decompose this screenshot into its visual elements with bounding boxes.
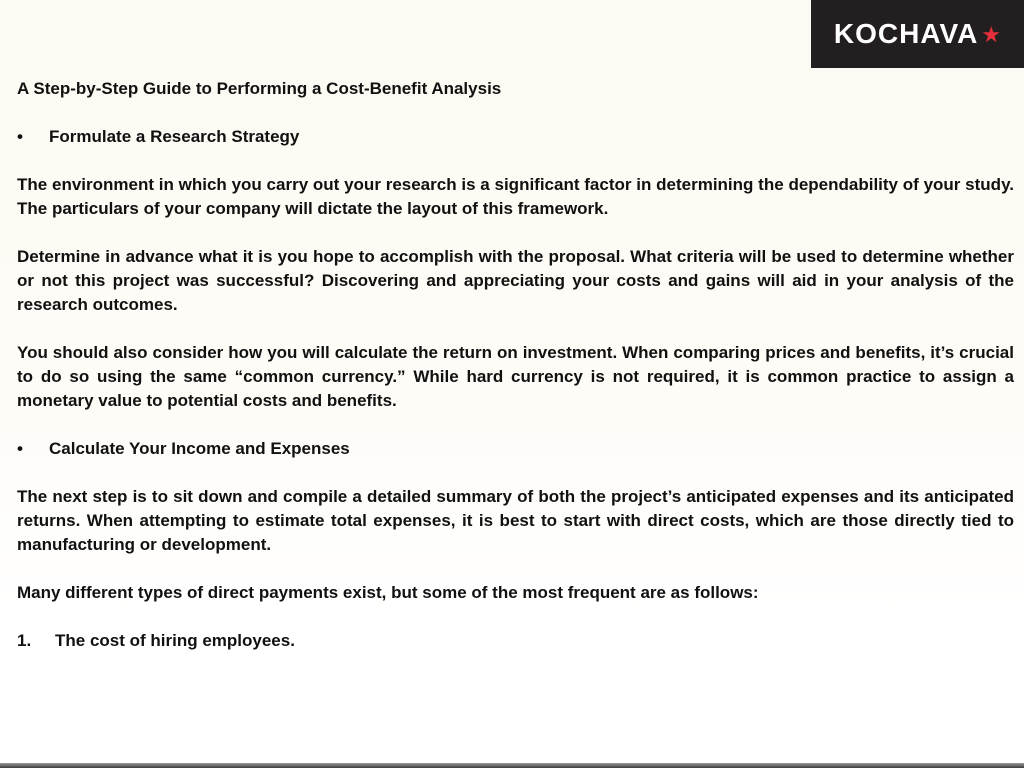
list-item-text: The cost of hiring employees. [55, 631, 295, 650]
logo-text: KOCHAVA [833, 18, 979, 49]
paragraph-environment: The environment in which you carry out your research is a significant factor in determining the dependability of your study. The particulars of your company will dictate the layout of this framework. [17, 175, 1014, 218]
star-icon: ★ [981, 22, 1002, 47]
document-body [17, 77, 1014, 653]
bottom-divider [0, 763, 1024, 768]
bullet-icon: • [17, 127, 23, 146]
paragraph-determine-goals: Determine in advance what it is you hope to accomplish with the proposal. What criteria will be used to determine whether or not this project was successful? Discovering and appreciating your costs and gains will aid in your analysis of the research outcomes. [17, 247, 1014, 314]
paragraph-direct-payments: Many different types of direct payments exist, but some of the most frequent are as follows: [17, 583, 759, 602]
kochava-logo [811, 0, 1024, 68]
section-heading-text: Calculate Your Income and Expenses [49, 439, 350, 458]
section-heading-text: Formulate a Research Strategy [49, 127, 300, 146]
paragraph-roi: You should also consider how you will calculate the return on investment. When comparing prices and benefits, it’s crucial to do so using the same “common currency.” While hard currency is not required, it is common practice to assign a monetary value to potential costs and benefits. [17, 343, 1014, 410]
paragraph-next-step: The next step is to sit down and compile a detailed summary of both the project’s anticipated expenses and its anticipated returns. When attempting to estimate total expenses, it is best to start with direct costs, which are those directly tied to manufacturing or development. [17, 487, 1014, 554]
list-item-number: 1. [17, 631, 32, 650]
section-heading-income-expenses [17, 437, 1014, 461]
list-item [17, 629, 1014, 653]
document-title: A Step-by-Step Guide to Performing a Cost-Benefit Analysis [17, 79, 502, 98]
section-heading-research-strategy [17, 125, 1014, 149]
bullet-icon: • [17, 439, 23, 458]
